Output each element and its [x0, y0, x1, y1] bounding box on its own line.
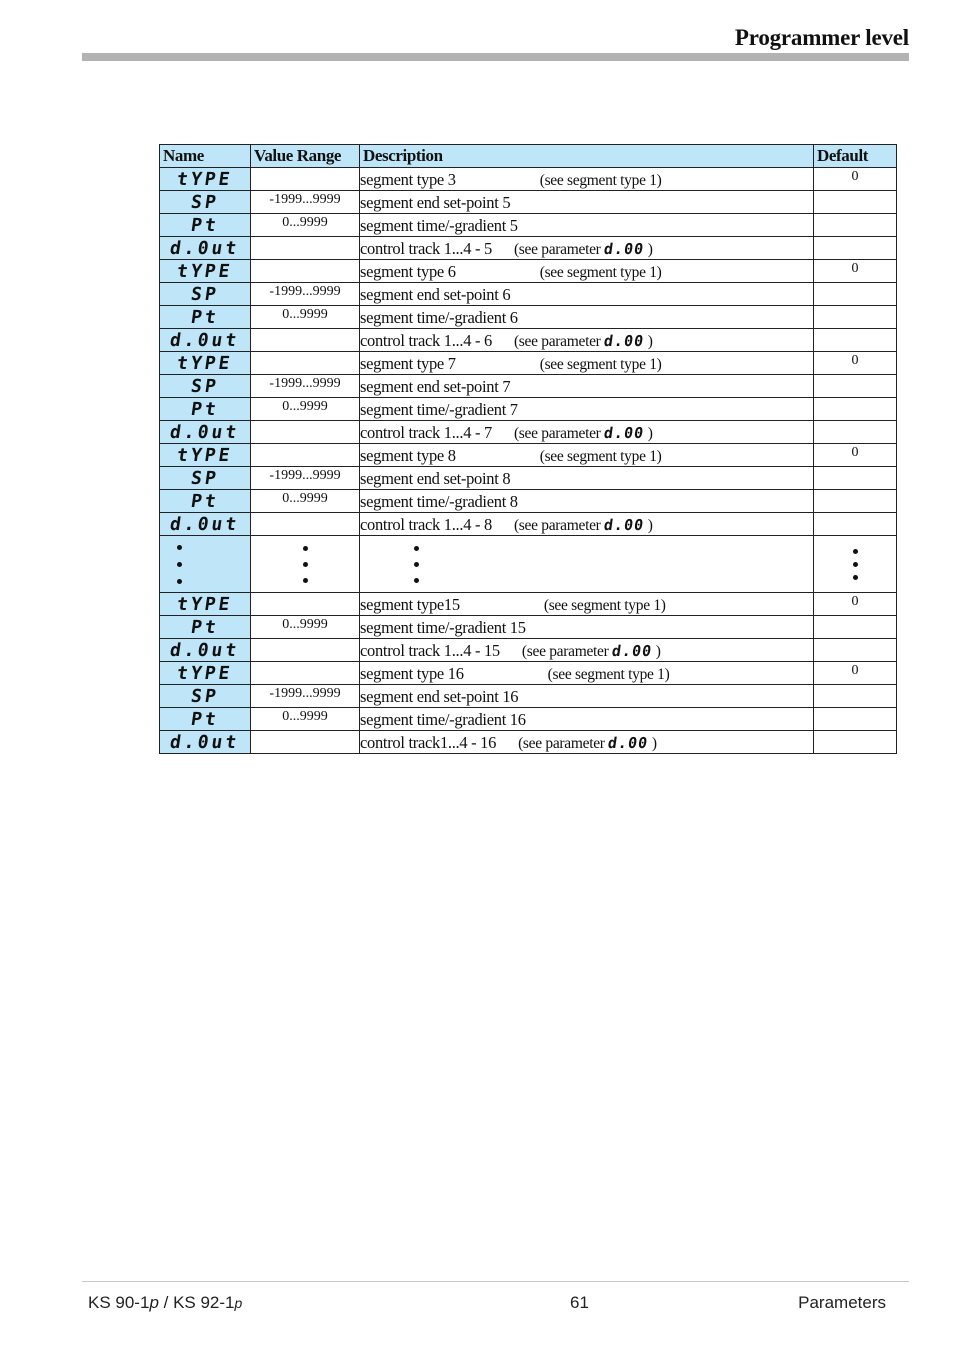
note-parameter-code: d.00: [602, 516, 646, 534]
note-suffix: ): [652, 643, 661, 660]
description-cell: [360, 490, 814, 513]
ellipsis-dot: [414, 578, 419, 583]
parameter-name-cell: [160, 708, 251, 731]
description-note: [540, 264, 662, 282]
note-prefix: (see parameter: [513, 241, 605, 258]
table-row: [160, 260, 897, 283]
parameter-display-code: Pt: [189, 708, 221, 730]
description-text: segment end set-point 8: [360, 469, 511, 488]
value-range-cell: [251, 731, 360, 754]
description-text: segment type 16: [360, 664, 464, 683]
default-cell: [814, 237, 897, 260]
page-title: Programmer level: [734, 25, 909, 50]
description-text: segment time/-gradient 16: [360, 710, 526, 729]
parameter-table: [159, 144, 897, 754]
footer-model-b: KS 92-1: [173, 1293, 235, 1312]
description-text: control track 1...4 - 5: [360, 239, 492, 258]
note-prefix: (see segment type 1): [539, 356, 662, 373]
table-body: [160, 168, 897, 754]
parameter-display-code: tYPE: [175, 260, 235, 282]
table-row: [160, 283, 897, 306]
parameter-name-cell: [160, 168, 251, 191]
description-note: [514, 424, 653, 443]
ellipsis-dot: [303, 562, 308, 567]
description-text: segment type 6: [360, 262, 456, 281]
parameter-name-cell: [160, 214, 251, 237]
ellipsis-dot: [414, 546, 419, 551]
value-range-cell: [251, 662, 360, 685]
description-cell: [360, 329, 814, 352]
note-parameter-code: d.00: [602, 240, 646, 258]
description-cell: [360, 639, 814, 662]
value-range-cell: 0...9999: [251, 306, 360, 329]
note-suffix: ): [644, 333, 653, 350]
default-cell: 0: [814, 444, 897, 467]
parameter-name-cell: [160, 685, 251, 708]
default-cell: [814, 513, 897, 536]
description-cell: [360, 306, 814, 329]
table-row: [160, 490, 897, 513]
parameter-name-cell: [160, 513, 251, 536]
table-row: [160, 168, 897, 191]
default-cell: 0: [814, 352, 897, 375]
value-range-cell: 0...9999: [251, 708, 360, 731]
table-row: [160, 214, 897, 237]
description-note: [548, 666, 670, 684]
table-row: [160, 513, 897, 536]
value-range-cell: [251, 352, 360, 375]
default-cell: [814, 467, 897, 490]
description-text: segment type 8: [360, 446, 456, 465]
note-parameter-code: d.00: [602, 424, 646, 442]
description-note: [540, 356, 662, 374]
ellipsis-dot: [303, 578, 308, 583]
value-range-cell: [251, 444, 360, 467]
value-range-cell: 0...9999: [251, 616, 360, 639]
description-text: segment time/-gradient 6: [360, 308, 518, 327]
value-range-cell: [251, 513, 360, 536]
description-note: [514, 516, 653, 535]
table-row: [160, 375, 897, 398]
default-cell: [814, 214, 897, 237]
description-cell: [360, 168, 814, 191]
table-row: [160, 306, 897, 329]
column-header-value-range: Value Range: [251, 145, 360, 168]
parameter-display-code: tYPE: [175, 168, 235, 190]
note-parameter-code: d.00: [610, 642, 654, 660]
column-header-name: Name: [160, 145, 251, 168]
ellipsis-dot: [303, 546, 308, 551]
parameter-display-code: d.0ut: [168, 329, 242, 351]
note-parameter-code: d.00: [606, 734, 650, 752]
continuation-cell: [251, 536, 360, 593]
parameter-name-cell: [160, 731, 251, 754]
default-cell: [814, 639, 897, 662]
description-cell: [360, 685, 814, 708]
parameter-display-code: tYPE: [175, 593, 235, 615]
note-prefix: (see parameter: [513, 425, 605, 442]
parameter-display-code: SP: [189, 283, 221, 305]
description-text: segment type 7: [360, 354, 456, 373]
parameter-display-code: SP: [189, 467, 221, 489]
parameter-name-cell: [160, 662, 251, 685]
value-range-cell: [251, 168, 360, 191]
value-range-cell: -1999...9999: [251, 191, 360, 214]
footer-model-a-suffix: p: [149, 1293, 159, 1312]
note-parameter-code: d.00: [602, 332, 646, 350]
description-cell: [360, 283, 814, 306]
description-note: [540, 172, 662, 190]
note-prefix: (see segment type 1): [547, 666, 670, 683]
table-row: [160, 191, 897, 214]
table-row: [160, 639, 897, 662]
value-range-cell: 0...9999: [251, 490, 360, 513]
description-note: [544, 597, 666, 615]
ellipsis-dots: [360, 536, 813, 592]
ellipsis-dot: [853, 562, 858, 567]
table-row: [160, 708, 897, 731]
note-prefix: (see segment type 1): [539, 172, 662, 189]
note-suffix: ): [648, 735, 657, 752]
default-cell: [814, 398, 897, 421]
parameter-name-cell: [160, 490, 251, 513]
description-cell: [360, 191, 814, 214]
footer-model-a: KS 90-1: [88, 1293, 150, 1312]
table-row: [160, 662, 897, 685]
section-name: Parameters: [798, 1293, 886, 1312]
value-range-cell: -1999...9999: [251, 375, 360, 398]
parameter-name-cell: [160, 329, 251, 352]
parameter-display-code: Pt: [189, 616, 221, 638]
table-row: [160, 731, 897, 754]
parameter-display-code: tYPE: [175, 352, 235, 374]
default-cell: [814, 616, 897, 639]
note-suffix: ): [644, 517, 653, 534]
parameter-display-code: tYPE: [175, 444, 235, 466]
table-row: [160, 352, 897, 375]
footer-separator: /: [158, 1293, 174, 1312]
description-text: segment time/-gradient 8: [360, 492, 518, 511]
description-note: [540, 448, 662, 466]
description-cell: [360, 708, 814, 731]
description-text: segment end set-point 6: [360, 285, 511, 304]
value-range-cell: [251, 329, 360, 352]
note-prefix: (see parameter: [518, 735, 609, 752]
default-cell: [814, 191, 897, 214]
continuation-row: [160, 536, 897, 593]
table-row: [160, 398, 897, 421]
description-cell: [360, 237, 814, 260]
table-row: [160, 467, 897, 490]
ellipsis-dot: [177, 562, 182, 567]
description-text: segment time/-gradient 15: [360, 618, 526, 637]
note-suffix: ): [644, 425, 653, 442]
value-range-cell: [251, 421, 360, 444]
description-cell: [360, 352, 814, 375]
parameter-display-code: d.0ut: [168, 237, 242, 259]
note-prefix: (see parameter: [513, 517, 605, 534]
default-cell: [814, 306, 897, 329]
note-prefix: (see segment type 1): [539, 264, 662, 281]
description-cell: [360, 398, 814, 421]
default-cell: [814, 490, 897, 513]
description-cell: [360, 593, 814, 616]
description-cell: [360, 260, 814, 283]
value-range-cell: [251, 260, 360, 283]
ellipsis-dots: [160, 536, 250, 592]
parameter-display-code: SP: [189, 375, 221, 397]
description-note: [514, 240, 653, 259]
table-row: [160, 237, 897, 260]
ellipsis-dots: [814, 536, 896, 592]
description-cell: [360, 616, 814, 639]
default-cell: 0: [814, 168, 897, 191]
header-divider: [82, 53, 909, 61]
value-range-cell: 0...9999: [251, 214, 360, 237]
description-note: [522, 642, 661, 661]
ellipsis-dot: [853, 575, 858, 580]
parameter-display-code: d.0ut: [168, 639, 242, 661]
ellipsis-dot: [177, 545, 182, 550]
default-cell: [814, 329, 897, 352]
default-cell: [814, 283, 897, 306]
default-cell: [814, 685, 897, 708]
note-prefix: (see parameter: [521, 643, 613, 660]
parameter-name-cell: [160, 191, 251, 214]
column-header-description: Description: [360, 145, 814, 168]
default-cell: [814, 731, 897, 754]
table-row: [160, 685, 897, 708]
description-text: segment time/-gradient 5: [360, 216, 518, 235]
table-row: [160, 421, 897, 444]
parameter-name-cell: [160, 306, 251, 329]
parameter-display-code: Pt: [189, 214, 221, 236]
parameter-name-cell: [160, 352, 251, 375]
description-text: control track1...4 - 16: [360, 733, 497, 752]
parameter-name-cell: [160, 237, 251, 260]
parameter-display-code: SP: [189, 191, 221, 213]
description-cell: [360, 513, 814, 536]
footer-model: [88, 1293, 242, 1313]
parameter-name-cell: [160, 593, 251, 616]
note-prefix: (see parameter: [513, 333, 605, 350]
parameter-name-cell: [160, 283, 251, 306]
parameter-name-cell: [160, 260, 251, 283]
parameter-name-cell: [160, 375, 251, 398]
description-cell: [360, 375, 814, 398]
parameter-name-cell: [160, 421, 251, 444]
default-cell: 0: [814, 593, 897, 616]
parameter-display-code: Pt: [189, 398, 221, 420]
description-note: [518, 734, 657, 753]
parameter-display-code: Pt: [189, 306, 221, 328]
table-row: [160, 444, 897, 467]
parameter-display-code: d.0ut: [168, 731, 242, 753]
continuation-cell: [160, 536, 251, 593]
continuation-cell: [814, 536, 897, 593]
description-cell: [360, 662, 814, 685]
description-note: [514, 332, 653, 351]
parameter-name-cell: [160, 467, 251, 490]
parameter-display-code: Pt: [189, 490, 221, 512]
description-cell: [360, 731, 814, 754]
description-text: control track 1...4 - 6: [360, 331, 492, 350]
default-cell: 0: [814, 260, 897, 283]
table-row: [160, 616, 897, 639]
parameter-display-code: d.0ut: [168, 421, 242, 443]
description-text: segment end set-point 5: [360, 193, 511, 212]
ellipsis-dot: [414, 562, 419, 567]
table-row: [160, 593, 897, 616]
note-prefix: (see segment type 1): [539, 448, 662, 465]
value-range-cell: [251, 639, 360, 662]
parameter-display-code: tYPE: [175, 662, 235, 684]
continuation-cell: [360, 536, 814, 593]
footer-divider: [82, 1281, 909, 1282]
table-header-row: [160, 145, 897, 168]
value-range-cell: [251, 593, 360, 616]
parameter-display-code: SP: [189, 685, 221, 707]
note-suffix: ): [644, 241, 653, 258]
default-cell: [814, 375, 897, 398]
column-header-default: Default: [814, 145, 897, 168]
description-cell: [360, 444, 814, 467]
page-number: 61: [570, 1293, 589, 1312]
parameter-name-cell: [160, 616, 251, 639]
description-text: segment type 3: [360, 170, 456, 189]
description-text: control track 1...4 - 8: [360, 515, 492, 534]
ellipsis-dot: [177, 579, 182, 584]
parameter-name-cell: [160, 444, 251, 467]
table-row: [160, 329, 897, 352]
value-range-cell: [251, 237, 360, 260]
value-range-cell: -1999...9999: [251, 467, 360, 490]
ellipsis-dot: [853, 549, 858, 554]
description-text: segment type15: [360, 595, 460, 614]
description-cell: [360, 214, 814, 237]
parameter-name-cell: [160, 639, 251, 662]
description-text: control track 1...4 - 7: [360, 423, 492, 442]
footer-model-b-suffix: p: [234, 1295, 243, 1311]
value-range-cell: -1999...9999: [251, 685, 360, 708]
parameter-name-cell: [160, 398, 251, 421]
description-text: segment end set-point 7: [360, 377, 511, 396]
note-prefix: (see segment type 1): [543, 597, 666, 614]
default-cell: [814, 421, 897, 444]
description-text: segment time/-gradient 7: [360, 400, 518, 419]
value-range-cell: -1999...9999: [251, 283, 360, 306]
value-range-cell: 0...9999: [251, 398, 360, 421]
description-cell: [360, 421, 814, 444]
description-cell: [360, 467, 814, 490]
default-cell: [814, 708, 897, 731]
default-cell: 0: [814, 662, 897, 685]
ellipsis-dots: [251, 536, 359, 592]
parameter-display-code: d.0ut: [168, 513, 242, 535]
description-text: control track 1...4 - 15: [360, 641, 500, 660]
description-text: segment end set-point 16: [360, 687, 519, 706]
